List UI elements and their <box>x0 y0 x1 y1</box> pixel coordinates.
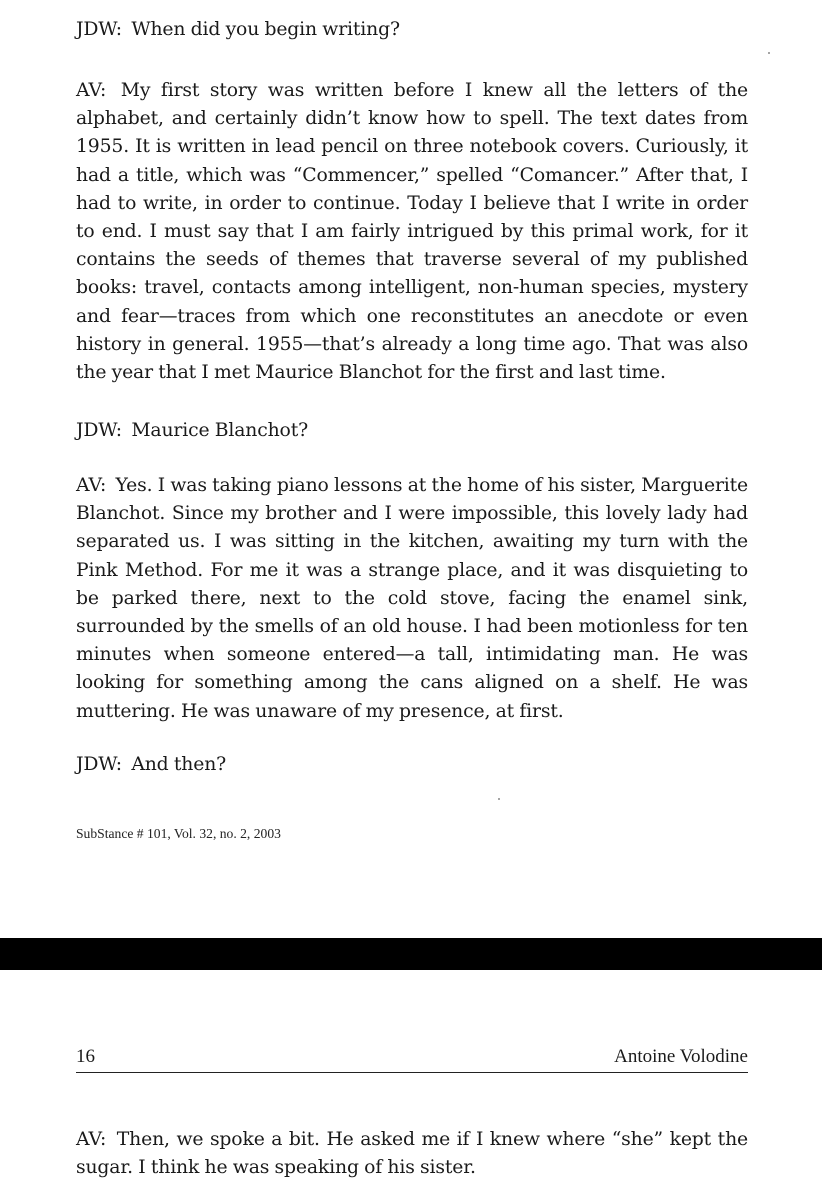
interview-question <box>76 16 748 44</box>
speaker-label: AV: <box>76 475 107 496</box>
paragraph-text: When did you begin writing? <box>131 19 400 40</box>
speaker-label: AV: <box>76 80 107 101</box>
paragraph-text: Then, we spoke a bit. He asked me if I knew where “she” kept the sugar. I think he was speaking of his sister. <box>76 1129 748 1179</box>
running-head-author: Antoine Volodine <box>614 1046 748 1067</box>
interview-question <box>76 417 748 445</box>
scan-speck <box>498 798 500 800</box>
paragraph-text: Yes. I was taking piano lessons at the home of his sister, Marguerite Blanchot. Since my brother and I were impossible, this lovely lady had separated us. I was sitting in the kitchen, awaiting my turn with the Pink Method. For me it was a strange place, and it was disquieting to be parked there, next to the cold stove, facing the enamel sink, surrounded by the smells of an old house. I had been motionless for ten minutes when someone entered—a tall, intimidating man. He was looking for something among the cans aligned on a shelf. He was muttering. He was unaware of my presence, at first. <box>76 475 749 722</box>
interview-answer <box>76 77 748 387</box>
speaker-label: AV: <box>76 1129 107 1150</box>
page-number: 16 <box>76 1046 95 1067</box>
paragraph-text: Maurice Blanchot? <box>131 420 309 441</box>
paragraph-text: And then? <box>131 754 227 775</box>
interview-question <box>76 751 748 779</box>
interview-answer <box>76 472 748 726</box>
speaker-label: JDW: <box>76 420 122 441</box>
speaker-label: JDW: <box>76 754 122 775</box>
scan-speck <box>768 52 770 54</box>
speaker-label: JDW: <box>76 19 122 40</box>
paragraph-text: My first story was written before I knew all the letters of the alphabet, and certainly didn’t know how to spell. The text dates from 1955. It is written in lead pencil on three notebook covers. Curiously, it had a title, which was “Commencer,” spelled “Comancer.” After that, I had to write, in order to continue. Today I believe that I write in order to end. I must say that I am fairly intrigued by this primal work, for it contains the seeds of themes that traverse several of my published books: travel, contacts among intelligent, non-human species, mystery and fear—traces from which one reconstitutes an anecdote or even history in general. 1955—that’s already a long time ago. That was also the year that I met Maurice Blanchot for the first and last time. <box>76 80 748 384</box>
page-divider-band <box>0 938 822 970</box>
journal-citation: SubStance # 101, Vol. 32, no. 2, 2003 <box>76 826 281 841</box>
interview-answer <box>76 1126 748 1182</box>
running-head <box>76 1042 748 1073</box>
